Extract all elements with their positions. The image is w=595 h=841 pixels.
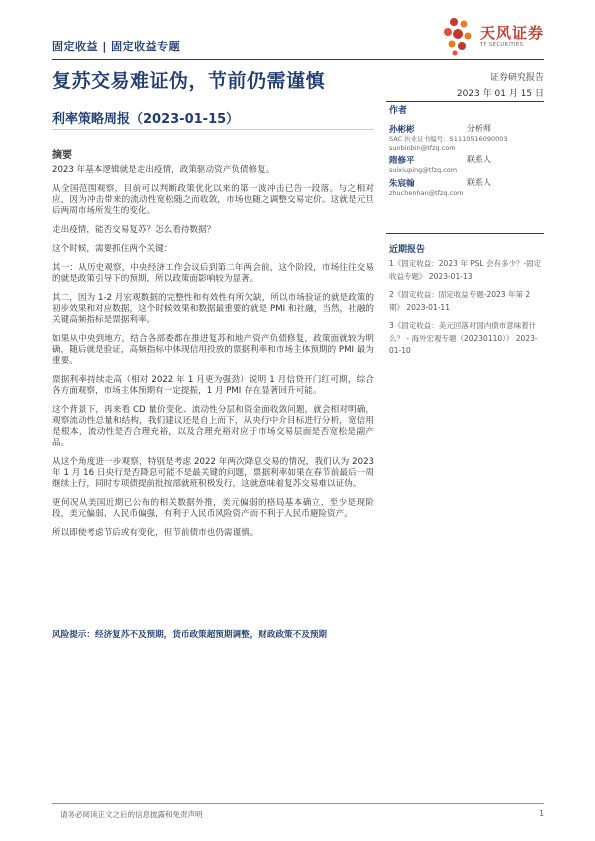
recent-report-link[interactable]: 2《固定收益：固定收益专题-2023 年第 2 期》 2023-01-11: [389, 290, 531, 312]
author-email[interactable]: suixiuping@tfzq.com: [389, 166, 458, 174]
author-entry: [389, 177, 491, 198]
authors-heading: 作者: [389, 106, 408, 116]
subtitle-divider: [52, 129, 374, 130]
summary-paragraph: 从全国范围观察，目前可以判断政策优化以来的第一波冲击已告一段落。与之相对应，因为冲击带来的流动性宽松随之而收敛，市场也随之调整交易定价。这就是元旦后两周市场所发生的变化。: [52, 184, 374, 216]
author-cert: SAC 执业证书编号：S1110516090003: [389, 135, 508, 143]
author-name: 隋修平: [389, 156, 415, 166]
recent-report-link[interactable]: 1《固定收益：2023 年 PSL 会有多少？-固定收益专题》 2023-01-13: [389, 259, 542, 281]
recent-divider: [386, 233, 544, 234]
summary-paragraph: 所以即使考虑节后或有变化，但节前债市也仍需谨慎。: [52, 528, 259, 538]
summary-paragraph: 其一：从历史观察，中央经济工作会议后到第二年两会前，这个阶段，市场往往交易的就是政策引导下的预期，所以政策面影响较为显著。: [52, 263, 374, 284]
summary-paragraph: 其二，因为 1-2 月宏观数据的完整性和有效性有所欠缺，所以市场验证的就是政策的初步效果和对应数据，这个时候效果和数据最重要的就是 PMI 和社融，当然，社融的关键高频指标是票据利率。: [52, 293, 374, 325]
author-name: 朱宸翰: [389, 179, 415, 189]
report-type: 证券研究报告: [489, 73, 544, 83]
summary-paragraph: 票据利率持续走高（相对 2022 年 1 月更为强劲）说明 1 月信贷开门红可期，综合各方面观察，市场主体预期有一定提振，1 月 PMI 存在显著回升可能。: [52, 375, 374, 396]
author-email[interactable]: sunbinbin@tfzq.com: [389, 144, 456, 152]
brand-sub: TF SECURITIES: [480, 42, 524, 48]
author-email[interactable]: zhuchenhan@tfzq.com: [389, 189, 464, 197]
summary-paragraph: 这个背景下，再来看 CD 量价变化、流动性分层和资金面收敛问题，就会相对明确，观察流动性总量和结构，我们建议还是自上而下，从央行中介目标进行分析，宽信用是根本，流动性是否合理充裕，以及合理充裕对应于市场交易层面是否宽松是副产品。: [52, 405, 374, 448]
author-role: 联系人: [467, 155, 491, 164]
page-number: 1: [539, 809, 544, 818]
page-title: 复苏交易难证伪，节前仍需谨慎: [52, 70, 326, 92]
summary-paragraph: 2023 年基本逻辑就是走出疫情，政策驱动资产负债修复。: [52, 165, 275, 175]
recent-list: [389, 258, 544, 364]
summary-paragraph: 从这个角度进一步观察，特别是考虑 2022 年两次降息交易的情况，我们认为 2023 年 1 月 16 日央行是否降息可能不是最关键的问题，票据利率如果在春节前最后一周继续上行，同时专项债提前批按部就班积极发行，这就意味着复苏交易难以证伪。: [52, 457, 374, 489]
author-role: 联系人: [467, 178, 491, 187]
author-entry: [389, 154, 491, 175]
footer-divider: [52, 803, 544, 804]
summary-paragraph: 这个时候，需要抓住两个关键：: [52, 244, 173, 254]
summary-body: [52, 165, 374, 547]
header-divider: [52, 59, 544, 60]
footer-disclaimer: 请务必阅读正文之后的信息披露和免责声明: [60, 810, 203, 819]
author-name: 孙彬彬: [389, 125, 415, 135]
report-category: 固定收益 | 固定收益专题: [52, 40, 181, 53]
authors-divider: [386, 101, 544, 102]
brand-name: 天风证券: [480, 24, 545, 42]
report-date: 2023 年 01 月 15 日: [456, 89, 544, 99]
author-entry: [389, 123, 508, 153]
summary-paragraph: 走出疫情，能否交易复苏？怎么看待数据？: [52, 225, 216, 235]
author-role: 分析师: [467, 124, 491, 133]
summary-heading: 摘要: [52, 150, 72, 161]
page-subtitle: 利率策略周报（2023-01-15）: [52, 112, 240, 127]
risk-warning: 风险提示：经济复苏不及预期，货币政策超预期调整，财政政策不及预期: [52, 630, 328, 640]
recent-report-link[interactable]: 3《固定收益：美元回落对国内债市意味着什么？ - 海外宏观专题（20230110）》 2023-01-10: [389, 321, 538, 355]
summary-paragraph: 如果从中央到地方，结合各部委都在推进复苏和地产资产负债修复，政策面就较为明确，随后就是验证，高频指标中体现信用投放的票据利率和市场主体预期的 PMI 最为重要。: [52, 334, 374, 366]
summary-paragraph: 更何况从美国近期已公布的相关数据外推，美元偏弱的格局基本确立，至少是现阶段，美元偏弱、人民币偏强，有利于人民币风险资产而不利于人民币避险资产。: [52, 498, 374, 519]
logo-mark-icon: [440, 14, 480, 56]
recent-heading: 近期报告: [389, 245, 426, 255]
